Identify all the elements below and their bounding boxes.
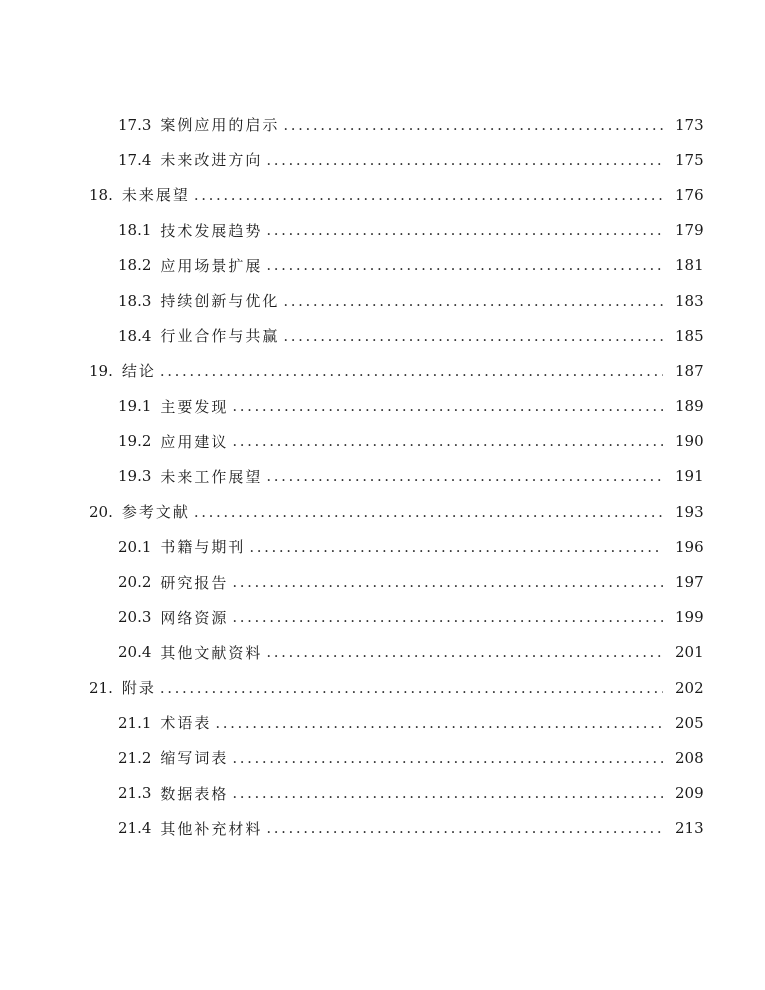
toc-entry-number: 21.1 [118, 713, 152, 732]
toc-entry-number: 20.1 [118, 537, 152, 556]
toc-entry-page-number: 173 [675, 115, 704, 134]
toc-dot-leader [194, 186, 663, 204]
toc-dot-leader [266, 467, 663, 485]
toc-entry-title: 其他文献资料 [160, 643, 263, 662]
toc-dot-leader [283, 292, 663, 310]
toc-entry-number: 18.2 [118, 256, 152, 275]
toc-section-entry[interactable] [0, 529, 765, 564]
toc-entry-page-number: 193 [675, 502, 704, 521]
toc-entry-page-number: 179 [675, 221, 704, 240]
toc-entry-page-number: 183 [675, 291, 704, 310]
toc-section-entry[interactable] [0, 811, 765, 846]
toc-section-entry[interactable] [0, 389, 765, 424]
toc-entry-title: 网络资源 [160, 608, 229, 627]
toc-dot-leader [215, 714, 663, 732]
toc-entry-title: 主要发现 [160, 397, 229, 416]
toc-dot-leader [232, 749, 663, 767]
toc-section-entry[interactable] [0, 248, 765, 283]
toc-entry-title: 其他补充材料 [160, 819, 263, 838]
toc-entry-number: 19.1 [118, 397, 152, 416]
toc-entry-page-number: 209 [675, 784, 704, 803]
toc-dot-leader [266, 256, 663, 274]
toc-entry-number: 20. [89, 502, 113, 521]
toc-entry-number: 17.3 [118, 115, 152, 134]
toc-dot-leader [232, 573, 663, 591]
toc-entry-number: 21. [89, 678, 113, 697]
toc-section-entry[interactable] [0, 107, 765, 142]
toc-section-entry[interactable] [0, 564, 765, 599]
toc-entry-number: 21.3 [118, 784, 152, 803]
toc-entry-number: 21.2 [118, 748, 152, 767]
toc-entry-title: 持续创新与优化 [160, 292, 280, 311]
toc-chapter-entry[interactable] [0, 494, 765, 529]
toc-entry-title: 应用建议 [160, 432, 229, 451]
toc-entry-page-number: 202 [675, 678, 704, 697]
toc-chapter-entry[interactable] [0, 670, 765, 705]
toc-entry-title: 参考文献 [121, 503, 190, 522]
toc-dot-leader [283, 116, 663, 134]
toc-entry-number: 21.4 [118, 819, 152, 838]
toc-section-entry[interactable] [0, 776, 765, 811]
toc-section-entry[interactable] [0, 740, 765, 775]
toc-chapter-entry[interactable] [0, 353, 765, 388]
toc-dot-leader [266, 151, 663, 169]
toc-entry-title: 结论 [121, 362, 156, 381]
toc-entry-title: 应用场景扩展 [160, 256, 263, 275]
toc-entry-page-number: 181 [675, 256, 704, 275]
toc-dot-leader [249, 538, 663, 556]
table-of-contents [0, 107, 765, 846]
toc-section-entry[interactable] [0, 283, 765, 318]
toc-dot-leader [232, 397, 663, 415]
toc-entry-title: 未来工作展望 [160, 467, 263, 486]
toc-entry-title: 术语表 [160, 714, 212, 733]
toc-entry-page-number: 196 [675, 537, 704, 556]
toc-entry-page-number: 205 [675, 713, 704, 732]
toc-entry-number: 19.2 [118, 432, 152, 451]
toc-dot-leader [283, 327, 663, 345]
toc-dot-leader [194, 503, 663, 521]
toc-entry-number: 18. [89, 185, 113, 204]
toc-section-entry[interactable] [0, 600, 765, 635]
toc-entry-number: 18.4 [118, 326, 152, 345]
toc-entry-title: 缩写词表 [160, 749, 229, 768]
toc-entry-number: 19.3 [118, 467, 152, 486]
toc-dot-leader [160, 679, 663, 697]
toc-entry-page-number: 189 [675, 397, 704, 416]
toc-entry-number: 20.4 [118, 643, 152, 662]
toc-entry-number: 18.3 [118, 291, 152, 310]
toc-entry-number: 20.2 [118, 573, 152, 592]
toc-entry-title: 未来展望 [121, 186, 190, 205]
toc-entry-page-number: 175 [675, 150, 704, 169]
toc-chapter-entry[interactable] [0, 177, 765, 212]
toc-dot-leader [232, 432, 663, 450]
toc-entry-page-number: 176 [675, 185, 704, 204]
toc-entry-page-number: 199 [675, 608, 704, 627]
toc-entry-page-number: 201 [675, 643, 704, 662]
toc-section-entry[interactable] [0, 459, 765, 494]
toc-entry-title: 数据表格 [160, 784, 229, 803]
toc-section-entry[interactable] [0, 142, 765, 177]
toc-entry-title: 技术发展趋势 [160, 221, 263, 240]
toc-dot-leader [266, 819, 663, 837]
toc-entry-title: 书籍与期刊 [160, 538, 246, 557]
toc-entry-title: 案例应用的启示 [160, 116, 280, 135]
toc-entry-number: 20.3 [118, 608, 152, 627]
toc-section-entry[interactable] [0, 318, 765, 353]
toc-entry-page-number: 213 [675, 819, 704, 838]
toc-dot-leader [266, 221, 663, 239]
toc-dot-leader [232, 784, 663, 802]
toc-entry-title: 研究报告 [160, 573, 229, 592]
toc-entry-page-number: 190 [675, 432, 704, 451]
toc-entry-title: 附录 [121, 679, 156, 698]
toc-dot-leader [160, 362, 663, 380]
toc-section-entry[interactable] [0, 705, 765, 740]
toc-entry-page-number: 191 [675, 467, 704, 486]
toc-section-entry[interactable] [0, 213, 765, 248]
toc-section-entry[interactable] [0, 424, 765, 459]
toc-dot-leader [266, 643, 663, 661]
toc-entry-page-number: 185 [675, 326, 704, 345]
toc-entry-page-number: 208 [675, 748, 704, 767]
toc-entry-page-number: 187 [675, 361, 704, 380]
toc-entry-page-number: 197 [675, 573, 704, 592]
toc-dot-leader [232, 608, 663, 626]
toc-entry-number: 19. [89, 361, 113, 380]
toc-entry-title: 行业合作与共赢 [160, 327, 280, 346]
toc-entry-title: 未来改进方向 [160, 151, 263, 170]
toc-entry-number: 18.1 [118, 221, 152, 240]
toc-entry-number: 17.4 [118, 150, 152, 169]
toc-section-entry[interactable] [0, 635, 765, 670]
